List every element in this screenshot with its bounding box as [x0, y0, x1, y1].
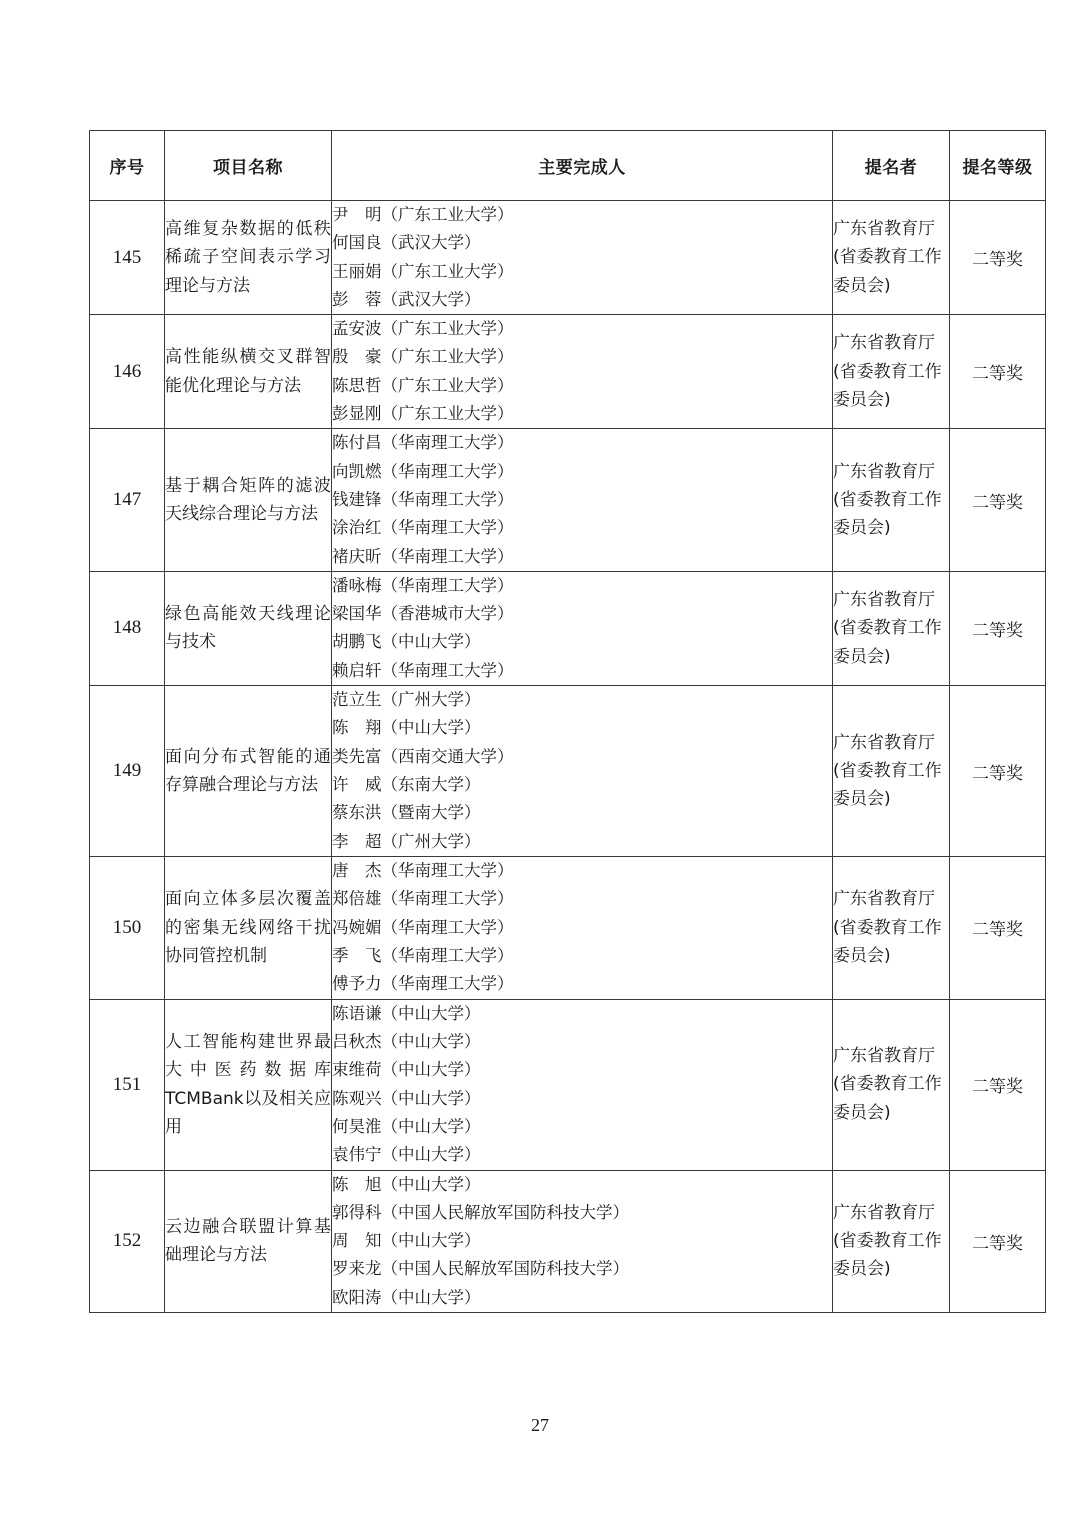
project-name-cell: 基于耦合矩阵的滤波天线综合理论与方法 [165, 429, 332, 571]
header-project-name: 项目名称 [165, 131, 332, 201]
header-nomination-level: 提名等级 [950, 131, 1046, 201]
nominator-cell: 广东省教育厅(省委教育工作委员会) [833, 686, 950, 857]
contributor-entry: 周 知（中山大学） [332, 1231, 481, 1251]
contributor-entry: 许 威（东南大学） [332, 775, 481, 795]
contributor-entry: 彭 蓉（武汉大学） [332, 289, 481, 309]
serial-number-cell: 147 [90, 429, 165, 571]
contributors-cell [332, 857, 833, 999]
contributors-cell [332, 201, 833, 315]
contributor-entry: 唐 杰（华南理工大学） [332, 861, 514, 881]
serial-number-cell: 145 [90, 201, 165, 315]
contributor-entry: 赖启轩（华南理工大学） [332, 660, 514, 680]
contributor-entry: 梁国华（香港城市大学） [332, 604, 514, 624]
contributor-entry: 褚庆昕（华南理工大学） [332, 546, 514, 566]
contributor-entry: 陈付昌（华南理工大学） [332, 433, 514, 453]
nominator-cell: 广东省教育厅(省委教育工作委员会) [833, 999, 950, 1170]
serial-number-cell: 151 [90, 999, 165, 1170]
page-number: 27 [531, 1415, 549, 1435]
project-name-cell: 云边融合联盟计算基础理论与方法 [165, 1170, 332, 1312]
contributor-entry: 蔡东洪（暨南大学） [332, 803, 481, 823]
header-nominator: 提名者 [833, 131, 950, 201]
contributor-entry: 袁伟宁（中山大学） [332, 1145, 481, 1165]
contributor-entry: 何昊淮（中山大学） [332, 1116, 481, 1136]
contributor-entry: 尹 明（广东工业大学） [332, 205, 514, 224]
contributor-entry: 范立生（广州大学） [332, 690, 481, 710]
contributor-entry: 类先富（西南交通大学） [332, 746, 514, 766]
contributors-cell [332, 571, 833, 685]
contributor-entry: 束维荷（中山大学） [332, 1060, 481, 1080]
contributors-cell [332, 1170, 833, 1312]
serial-number-cell: 152 [90, 1170, 165, 1312]
project-name-cell: 高维复杂数据的低秩稀疏子空间表示学习理论与方法 [165, 201, 332, 315]
table-row [90, 857, 1046, 999]
nomination-level-cell: 二等奖 [950, 686, 1046, 857]
contributor-entry: 孟安波（广东工业大学） [332, 319, 514, 339]
serial-number-cell: 148 [90, 571, 165, 685]
nomination-level-cell: 二等奖 [950, 1170, 1046, 1312]
contributor-entry: 陈 旭（中山大学） [332, 1174, 481, 1194]
contributor-entry: 陈语谦（中山大学） [332, 1003, 481, 1023]
contributor-entry: 陈思哲（广东工业大学） [332, 375, 514, 395]
table-row [90, 571, 1046, 685]
contributor-entry: 季 飞（华南理工大学） [332, 945, 514, 965]
nominator-cell: 广东省教育厅(省委教育工作委员会) [833, 571, 950, 685]
contributor-entry: 傅予力（华南理工大学） [332, 974, 514, 994]
contributor-entry: 陈 翔（中山大学） [332, 718, 481, 738]
table-row [90, 686, 1046, 857]
contributor-entry: 吕秋杰（中山大学） [332, 1031, 481, 1051]
contributor-entry: 欧阳涛（中山大学） [332, 1287, 481, 1307]
table-row [90, 315, 1046, 429]
nomination-level-cell: 二等奖 [950, 201, 1046, 315]
project-name-cell: 绿色高能效天线理论与技术 [165, 571, 332, 685]
contributor-entry: 钱建锋（华南理工大学） [332, 489, 514, 509]
nomination-level-cell: 二等奖 [950, 429, 1046, 571]
contributors-cell [332, 315, 833, 429]
contributor-entry: 何国良（武汉大学） [332, 233, 481, 253]
contributor-entry: 王丽娟（广东工业大学） [332, 261, 514, 281]
table-row [90, 429, 1046, 571]
serial-number-cell: 146 [90, 315, 165, 429]
table-body [90, 201, 1046, 1313]
contributor-entry: 陈观兴（中山大学） [332, 1088, 481, 1108]
table-row [90, 1170, 1046, 1312]
nominator-cell: 广东省教育厅(省委教育工作委员会) [833, 201, 950, 315]
serial-number-cell: 150 [90, 857, 165, 999]
nomination-level-cell: 二等奖 [950, 571, 1046, 685]
contributor-entry: 彭显刚（广东工业大学） [332, 404, 514, 424]
project-name-cell: 高性能纵横交叉群智能优化理论与方法 [165, 315, 332, 429]
contributors-cell [332, 999, 833, 1170]
header-main-contributors: 主要完成人 [332, 131, 833, 201]
serial-number-cell: 149 [90, 686, 165, 857]
nomination-level-cell: 二等奖 [950, 999, 1046, 1170]
nominator-cell: 广东省教育厅(省委教育工作委员会) [833, 429, 950, 571]
contributor-entry: 冯婉媚（华南理工大学） [332, 917, 514, 937]
contributor-entry: 殷 豪（广东工业大学） [332, 347, 514, 367]
contributor-entry: 郭得科（中国人民解放军国防科技大学） [332, 1202, 629, 1222]
table-row [90, 999, 1046, 1170]
nominator-cell: 广东省教育厅(省委教育工作委员会) [833, 1170, 950, 1312]
nominator-cell: 广东省教育厅(省委教育工作委员会) [833, 315, 950, 429]
table-header-row [90, 131, 1046, 201]
project-name-cell: 面向立体多层次覆盖的密集无线网络干扰协同管控机制 [165, 857, 332, 999]
nomination-level-cell: 二等奖 [950, 857, 1046, 999]
nominator-cell: 广东省教育厅(省委教育工作委员会) [833, 857, 950, 999]
contributors-cell [332, 686, 833, 857]
project-name-cell: 面向分布式智能的通存算融合理论与方法 [165, 686, 332, 857]
contributor-entry: 胡鹏飞（中山大学） [332, 632, 481, 652]
awards-table [89, 130, 1046, 1313]
contributor-entry: 罗来龙（中国人民解放军国防科技大学） [332, 1259, 629, 1279]
contributor-entry: 向凯燃（华南理工大学） [332, 461, 514, 481]
contributor-entry: 潘咏梅（华南理工大学） [332, 575, 514, 595]
header-serial-number: 序号 [90, 131, 165, 201]
nomination-level-cell: 二等奖 [950, 315, 1046, 429]
project-name-cell: 人工智能构建世界最大中医药数据库TCMBank以及相关应用 [165, 999, 332, 1170]
contributor-entry: 郑倍雄（华南理工大学） [332, 889, 514, 909]
contributor-entry: 李 超（广州大学） [332, 831, 481, 851]
contributors-cell [332, 429, 833, 571]
table-row [90, 201, 1046, 315]
contributor-entry: 涂治红（华南理工大学） [332, 518, 514, 538]
